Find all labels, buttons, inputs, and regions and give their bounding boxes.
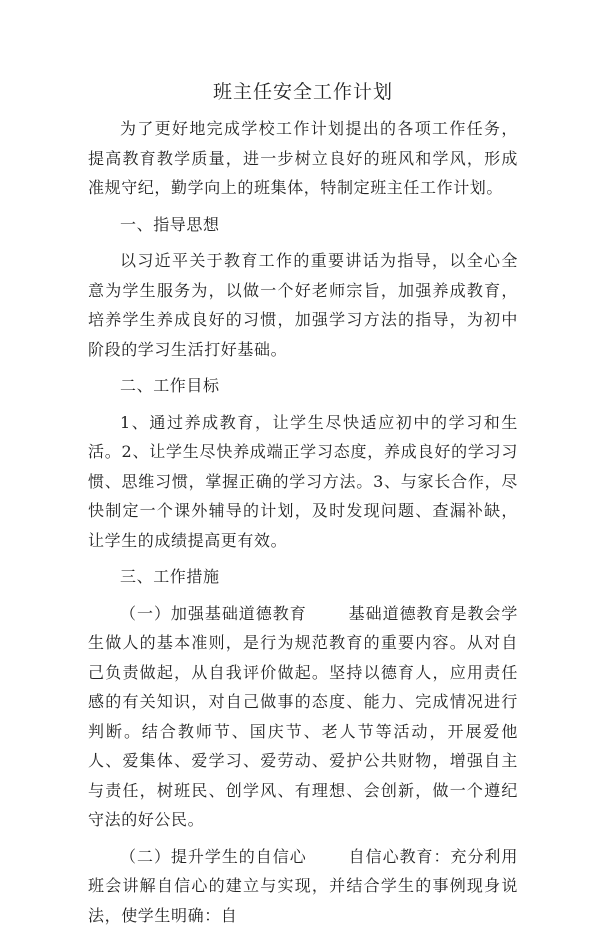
section-heading-work-measures: 三、工作措施 [88, 562, 518, 592]
measure-body-self-confidence: 自信心教育：充分利用班会讲解自信心的建立与实现，并结合学生的事例现身说法，使学生明确：自 [88, 847, 518, 925]
measure-paragraph-self-confidence [88, 842, 518, 930]
measure-body-moral-education: 基础道德教育是教会学生做人的基本准则，是行为规范教育的重要内容。从对自己负责做起，从自我评价做起。坚持以德育人，应用责任感的有关知识，对自己做事的态度、能力、完成情况进行判断。结合教师节、国庆节、老人节等活动，开展爱他人、爱集体、爱学习、爱劳动、爱护公共财物，增强自主与责任，树班民、创学风、有理想、会创新，做一个遵纪守法的好公民。 [88, 604, 518, 830]
measure-label-moral-education: （一）加强基础道德教育 [120, 604, 307, 623]
measure-label-self-confidence: （二）提升学生的自信心 [120, 847, 307, 866]
measure-paragraph-moral-education [88, 599, 518, 835]
section-body-guiding-ideology: 以习近平关于教育工作的重要讲话为指导，以全心全意为学生服务为，以做一个好老师宗旨，加强养成教育，培养学生养成良好的习惯，加强学习方法的指导，为初中阶段的学习生活打好基础。 [88, 246, 518, 364]
section-heading-guiding-ideology: 一、指导思想 [88, 210, 518, 240]
document-title: 班主任安全工作计划 [88, 80, 518, 104]
section-heading-work-goals: 二、工作目标 [88, 371, 518, 401]
section-body-work-goals: 1、通过养成教育，让学生尽快适应初中的学习和生活。2、让学生尽快养成端正学习态度，养成良好的学习习惯、思维习惯，掌握正确的学习方法。3、与家长合作，尽快制定一个课外辅导的计划，及时发现问题、查漏补缺，让学生的成绩提高更有效。 [88, 408, 518, 556]
intro-paragraph: 为了更好地完成学校工作计划提出的各项工作任务，提高教育教学质量，进一步树立良好的班风和学风，形成准规守纪，勤学向上的班集体，特制定班主任工作计划。 [88, 114, 518, 203]
